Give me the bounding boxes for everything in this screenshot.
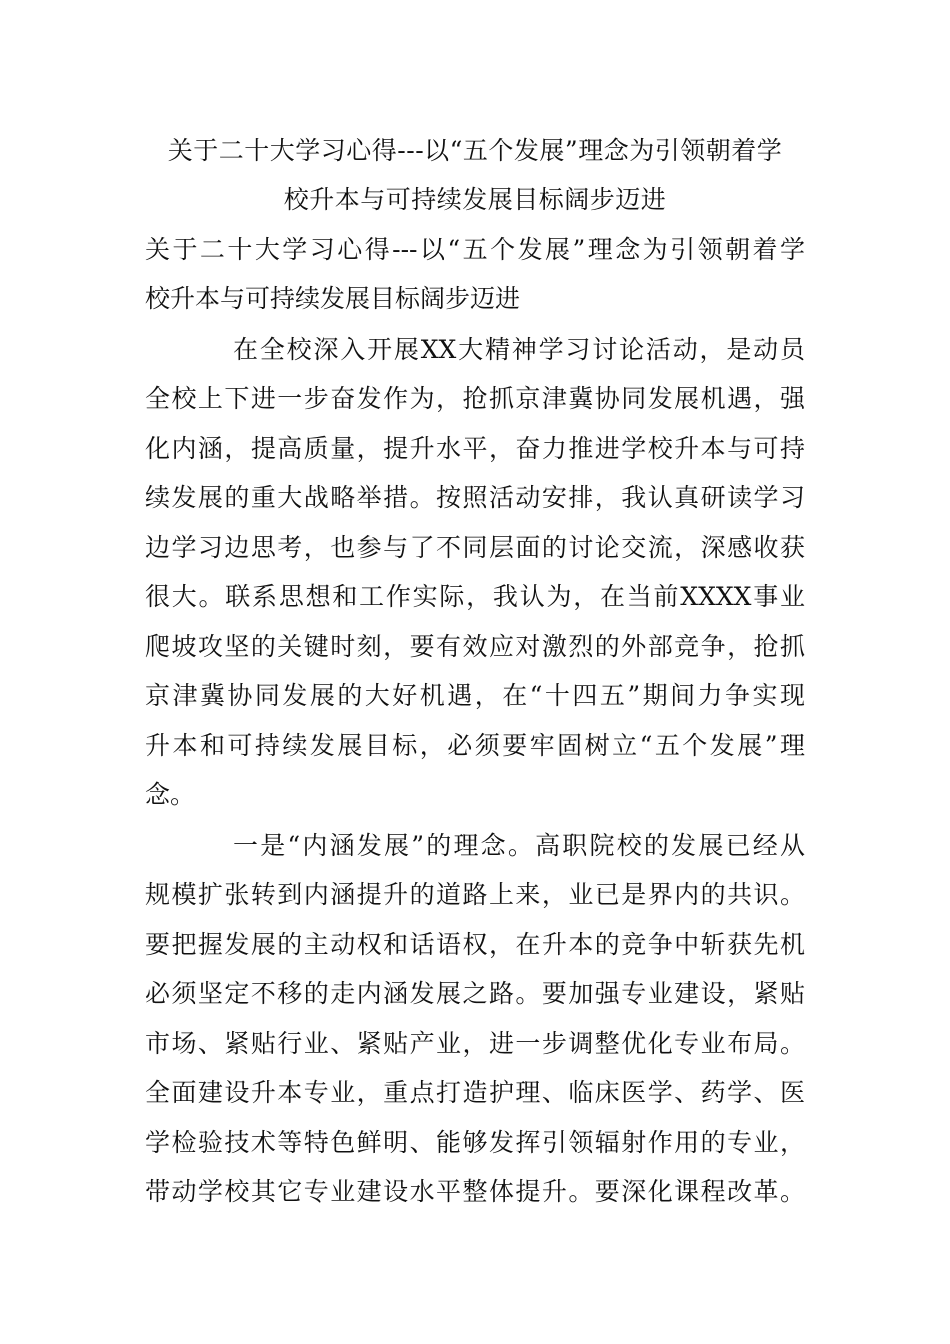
paragraph-1-line-9: 升本和可持续发展目标，必须要牢固树立“五个发展”理 — [145, 731, 805, 760]
paragraph-1-line-3: 化内涵，提高质量，提升水平，奋力推进学校升本与可持 — [145, 434, 805, 463]
paragraph-2-line-6: 全面建设升本专业，重点打造护理、临床医学、药学、医 — [145, 1078, 805, 1107]
paragraph-2-line-3: 要把握发展的主动权和话语权，在升本的竞争中斩获先机 — [145, 930, 805, 959]
paragraph-1-line-6: 很大。联系思想和工作实际，我认为，在当前XXXX事业 — [145, 582, 805, 611]
document-title-line-2: 校升本与可持续发展目标阔步迈进 — [283, 185, 667, 214]
document-title-line-1: 关于二十大学习心得---以“五个发展”理念为引领朝着学 — [167, 136, 783, 165]
paragraph-1-line-8: 京津冀协同发展的大好机遇，在“十四五”期间力争实现 — [145, 681, 805, 710]
paragraph-1-line-1: 在全校深入开展XX大精神学习讨论活动，是动员 — [233, 335, 805, 364]
paragraph-2-line-8: 带动学校其它专业建设水平整体提升。要深化课程改革。 — [145, 1177, 805, 1206]
paragraph-2-line-7: 学检验技术等特色鲜明、能够发挥引领辐射作用的专业， — [145, 1128, 805, 1157]
paragraph-1-line-2: 全校上下进一步奋发作为，抢抓京津冀协同发展机遇，强 — [145, 384, 805, 413]
paragraph-2-line-1: 一是“内涵发展”的理念。高职院校的发展已经从 — [233, 831, 805, 860]
subtitle-line-2: 校升本与可持续发展目标阔步迈进 — [145, 284, 521, 313]
paragraph-1-line-4: 续发展的重大战略举措。按照活动安排，我认真研读学习 — [145, 483, 805, 512]
paragraph-1-line-7: 爬坡攻坚的关键时刻，要有效应对激烈的外部竞争，抢抓 — [145, 632, 805, 661]
paragraph-1-line-10: 念。 — [145, 780, 196, 809]
subtitle-line-1: 关于二十大学习心得---以“五个发展”理念为引领朝着学 — [145, 235, 805, 264]
paragraph-2-line-4: 必须坚定不移的走内涵发展之路。要加强专业建设，紧贴 — [145, 979, 805, 1008]
paragraph-2-line-2: 规模扩张转到内涵提升的道路上来，业已是界内的共识。 — [145, 880, 805, 909]
paragraph-1-line-5: 边学习边思考，也参与了不同层面的讨论交流，深感收获 — [145, 533, 805, 562]
paragraph-2-line-5: 市场、紧贴行业、紧贴产业，进一步调整优化专业布局。 — [145, 1029, 805, 1058]
